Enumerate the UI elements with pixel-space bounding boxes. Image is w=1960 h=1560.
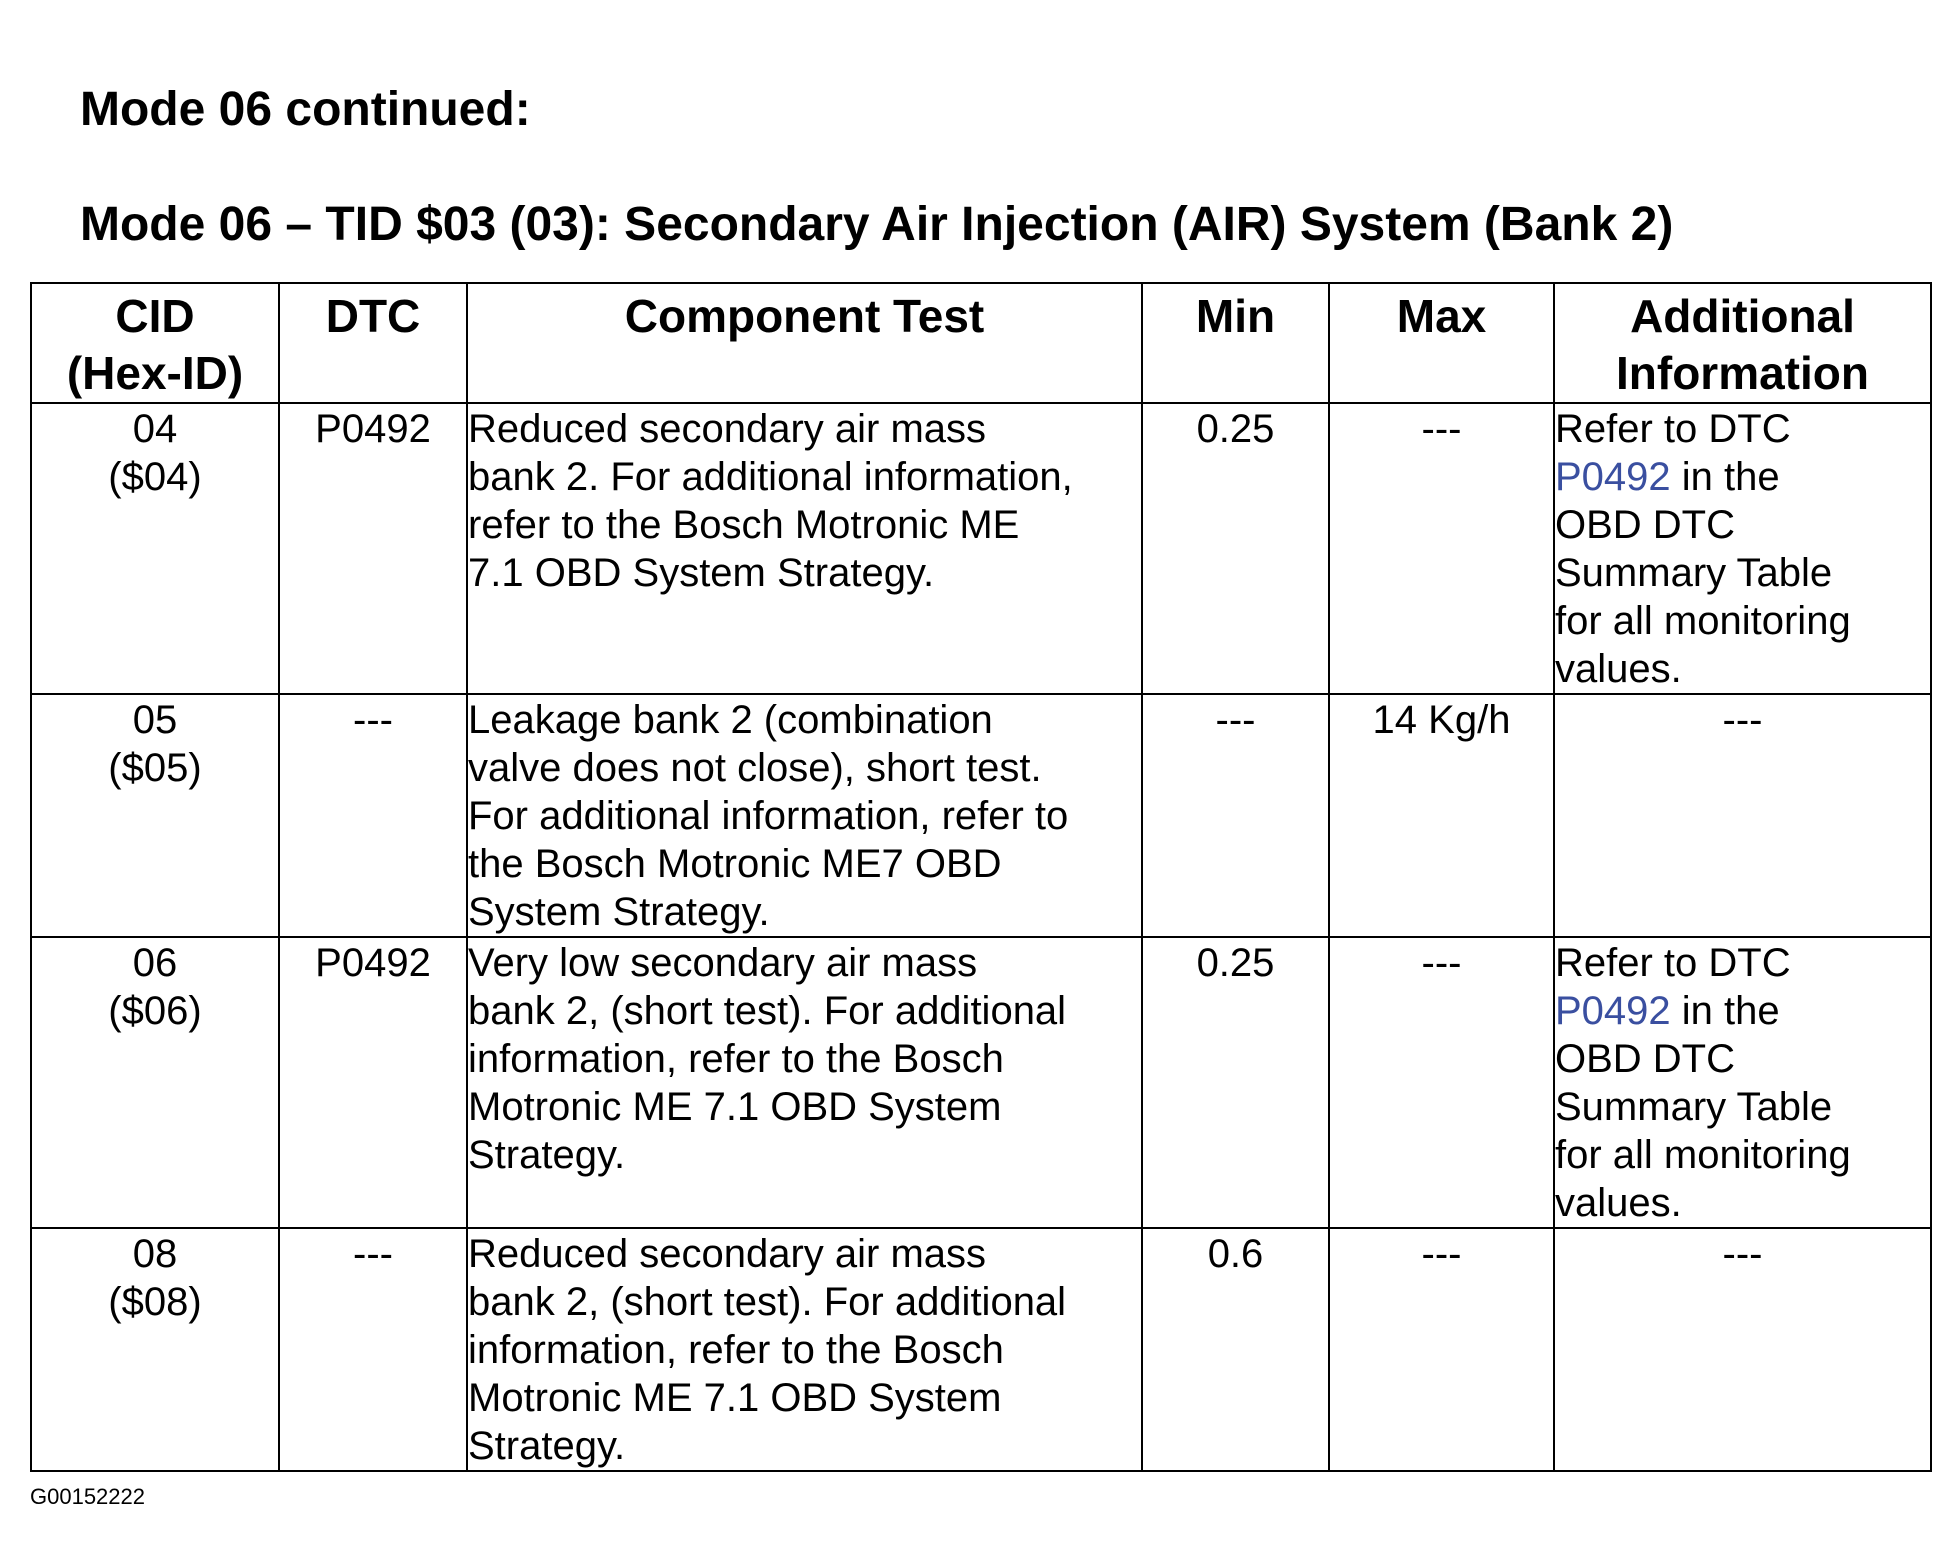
cid-hex: ($08) <box>108 1280 202 1324</box>
info-line: values. <box>1555 1181 1682 1225</box>
info-line: OBD DTC <box>1555 1037 1735 1081</box>
info-text: in the <box>1670 455 1780 499</box>
cid-value: 08 <box>132 1232 178 1276</box>
test-line: Strategy. <box>468 1133 626 1177</box>
header-cid-line2: (Hex-ID) <box>66 347 244 399</box>
cell-additional-information: --- <box>1554 694 1931 937</box>
header-min: Min <box>1142 283 1329 403</box>
cell-min: 0.25 <box>1142 937 1329 1228</box>
test-line: information, refer to the Bosch <box>468 1328 1004 1372</box>
info-line: Summary Table <box>1555 551 1833 595</box>
image-code: G00152222 <box>30 1484 145 1509</box>
test-line: bank 2, (short test). For additional <box>468 1280 1067 1324</box>
cid-value: 06 <box>132 941 178 985</box>
cell-min: 0.25 <box>1142 403 1329 694</box>
mode06-table <box>30 282 1932 1472</box>
cell-additional-information <box>1554 403 1931 694</box>
table-row <box>31 1228 1931 1471</box>
info-line: values. <box>1555 647 1682 691</box>
cell-component-test <box>467 1228 1142 1471</box>
cell-additional-information: --- <box>1554 1228 1931 1471</box>
header-cid <box>31 283 279 403</box>
cid-value: 04 <box>132 407 178 451</box>
cell-component-test <box>467 694 1142 937</box>
table-row <box>31 694 1931 937</box>
cell-min: 0.6 <box>1142 1228 1329 1471</box>
cell-dtc: --- <box>279 694 467 937</box>
test-line: For additional information, refer to <box>468 794 1069 838</box>
cell-max: --- <box>1329 403 1554 694</box>
header-cid-line1: CID <box>115 290 195 342</box>
cell-cid <box>31 403 279 694</box>
cell-cid <box>31 937 279 1228</box>
test-line: bank 2. For additional information, <box>468 455 1073 499</box>
test-line: refer to the Bosch Motronic ME <box>468 503 1020 547</box>
cid-hex: ($06) <box>108 989 202 1033</box>
header-additional-line1: Additional <box>1630 290 1855 342</box>
cell-component-test <box>467 403 1142 694</box>
cell-dtc: P0492 <box>279 403 467 694</box>
test-line: Very low secondary air mass <box>468 941 978 985</box>
info-line: Summary Table <box>1555 1085 1833 1129</box>
cell-component-test <box>467 937 1142 1228</box>
test-line: valve does not close), short test. <box>468 746 1042 790</box>
info-line <box>1555 453 1930 501</box>
header-dtc: DTC <box>279 283 467 403</box>
header-component-test: Component Test <box>467 283 1142 403</box>
test-line: Leakage bank 2 (combination <box>468 698 993 742</box>
table-row <box>31 937 1931 1228</box>
table-header-row <box>31 283 1931 403</box>
test-line: Motronic ME 7.1 OBD System <box>468 1376 1002 1420</box>
test-line: Strategy. <box>468 1424 626 1468</box>
cell-max: --- <box>1329 937 1554 1228</box>
test-line: information, refer to the Bosch <box>468 1037 1004 1081</box>
info-line: for all monitoring <box>1555 1133 1851 1177</box>
page-heading: Mode 06 continued: <box>80 83 531 136</box>
test-line: Reduced secondary air mass <box>468 407 987 451</box>
dtc-link[interactable]: P0492 <box>1555 989 1671 1033</box>
cell-min: --- <box>1142 694 1329 937</box>
test-line: Motronic ME 7.1 OBD System <box>468 1085 1002 1129</box>
header-max: Max <box>1329 283 1554 403</box>
info-line: Refer to DTC <box>1555 407 1791 451</box>
cell-additional-information <box>1554 937 1931 1228</box>
info-text: in the <box>1670 989 1780 1033</box>
cid-hex: ($04) <box>108 455 202 499</box>
info-line: for all monitoring <box>1555 599 1851 643</box>
test-line: 7.1 OBD System Strategy. <box>468 551 935 595</box>
test-line: bank 2, (short test). For additional <box>468 989 1067 1033</box>
table-row <box>31 403 1931 694</box>
header-additional-line2: Information <box>1616 347 1869 399</box>
cell-cid <box>31 694 279 937</box>
info-line: Refer to DTC <box>1555 941 1791 985</box>
info-line: OBD DTC <box>1555 503 1735 547</box>
cid-value: 05 <box>132 698 178 742</box>
cell-dtc: P0492 <box>279 937 467 1228</box>
cell-max: --- <box>1329 1228 1554 1471</box>
test-line: Reduced secondary air mass <box>468 1232 987 1276</box>
test-line: System Strategy. <box>468 890 770 934</box>
cid-hex: ($05) <box>108 746 202 790</box>
dtc-link[interactable]: P0492 <box>1555 455 1671 499</box>
test-line: the Bosch Motronic ME7 OBD <box>468 842 1002 886</box>
cell-cid <box>31 1228 279 1471</box>
header-additional-information <box>1554 283 1931 403</box>
cell-dtc: --- <box>279 1228 467 1471</box>
info-line <box>1555 987 1930 1035</box>
cell-max: 14 Kg/h <box>1329 694 1554 937</box>
table-title: Mode 06 – TID $03 (03): Secondary Air Injection (AIR) System (Bank 2) <box>80 198 1674 251</box>
